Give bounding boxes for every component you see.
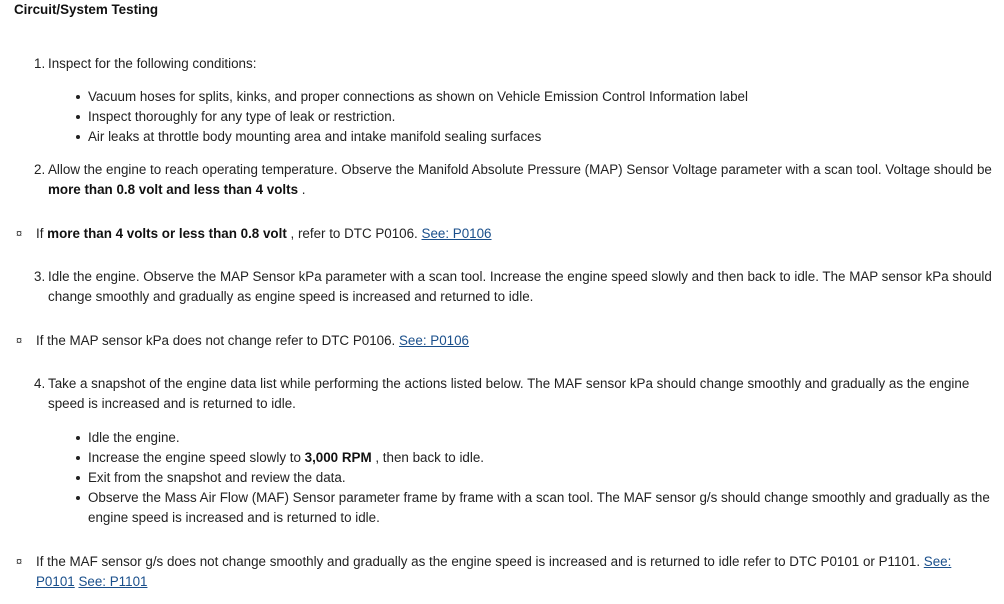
list-item: Air leaks at throttle body mounting area and intake manifold sealing surfaces [74,127,994,147]
step-text-part: . [298,182,306,197]
list-item: Inspect thoroughly for any type of leak or restriction. [74,107,994,127]
list-item: Idle the engine. [74,428,994,448]
page-title: Circuit/System Testing [14,2,159,17]
result-text [36,552,986,592]
result-text-part: , refer to DTC P0106. [286,226,422,241]
list-item: Observe the Mass Air Flow (MAF) Sensor parameter frame by frame with a scan tool. The MAF sensor g/s should change smoothly and gradually as the engine speed is increased and is returned to idle. [74,488,994,528]
list-item [74,448,994,468]
list-item: Exit from the snapshot and review the data. [74,468,994,488]
see-p1101-link[interactable]: See: P1101 [78,574,148,589]
step-text-bold: more than 0.8 volt and less than 4 volts [48,182,299,197]
see-p0101-link[interactable]: See: P0101 [36,554,952,589]
result-text-part: If the MAF sensor g/s does not change smoothly and gradually as the engine speed is increased and is returned to idle refer to DTC P0101 or P1101. [36,554,924,569]
step-1-bullets [74,87,994,147]
list-item-bold: 3,000 RPM [304,450,372,465]
see-p0106-link[interactable]: See: P0106 [421,226,492,241]
step-number: 2. [34,162,46,177]
result-3 [16,552,986,592]
list-item-part: , then back to idle. [371,450,485,465]
result-1 [16,224,986,244]
result-text [36,331,986,351]
step-text-part: Allow the engine to reach operating temperature. Observe the Manifold Absolute Pressure (MAP) Sensor Voltage parameter with a scan tool. Voltage should be [48,162,992,177]
step-4 [34,374,994,414]
see-p0106-link[interactable]: See: P0106 [399,333,469,348]
result-2 [16,331,986,351]
step-text: Take a snapshot of the engine data list while performing the actions listed below. The MAF sensor kPa should change smoothly and gradually as the engine speed is increased and is returned to idle. [48,376,970,411]
result-marker-icon: ¤ [16,228,23,240]
result-text-bold: more than 4 volts or less than 0.8 volt [47,226,287,241]
result-marker-icon: ¤ [16,556,23,568]
step-3 [34,267,994,307]
step-text: Inspect for the following conditions: [48,56,257,71]
step-number: 1. [34,56,46,71]
step-2 [34,160,994,200]
step-text [48,160,994,200]
result-text-part: If the MAP sensor kPa does not change refer to DTC P0106. [36,333,399,348]
list-item-part: Increase the engine speed slowly to [88,450,305,465]
step-1 [34,54,994,74]
result-text-part: If [36,226,48,241]
step-number: 4. [34,376,46,391]
list-item: Vacuum hoses for splits, kinks, and proper connections as shown on Vehicle Emission Control Information label [74,87,994,107]
step-text: Idle the engine. Observe the MAP Sensor kPa parameter with a scan tool. Increase the engine speed slowly and then back to idle. The MAP sensor kPa should change smoothly and gradually as engine speed is increased and returned to idle. [48,269,992,304]
step-number: 3. [34,269,46,284]
result-text [36,224,986,244]
result-marker-icon: ¤ [16,335,23,347]
step-4-bullets [74,428,994,528]
